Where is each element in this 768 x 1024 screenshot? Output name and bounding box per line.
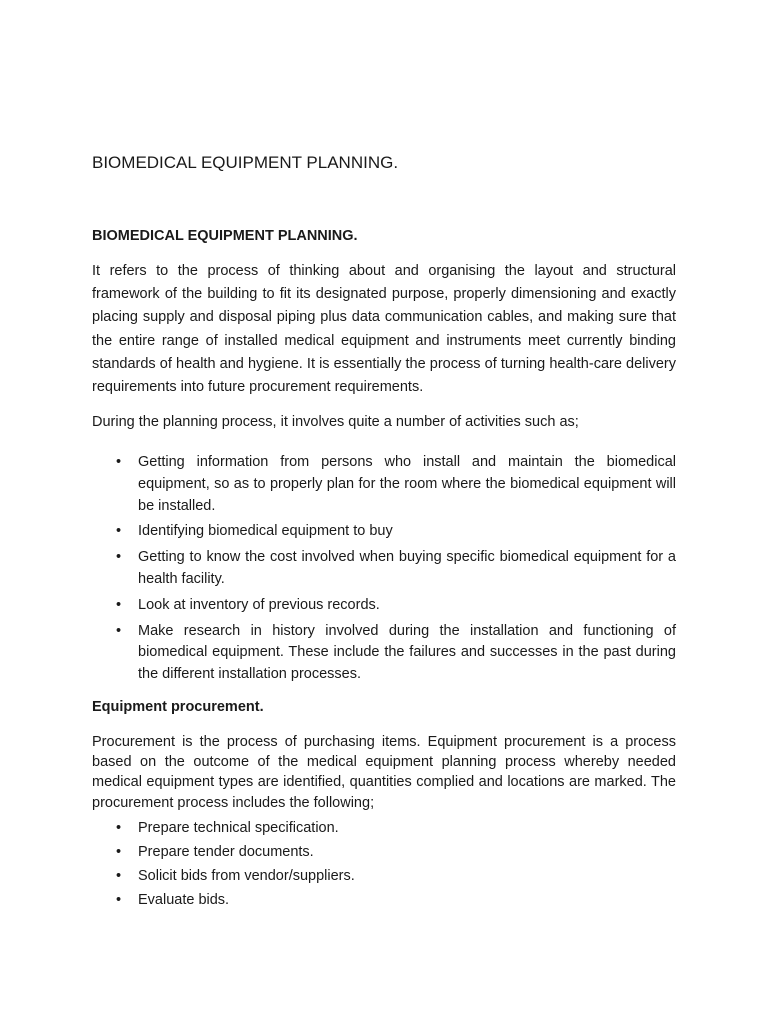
paragraph-planning-definition: It refers to the process of thinking about and organising the layout and structural framework of the building to fit its designated purpose, properly dimensioning and exactly placing supply and disposal piping plus data communication cables, and making sure that the entire range of installed medical equipment and instruments meet currently binding standards of health and hygiene. It is essentially the process of turning health-care delivery requirements into future procurement requirements. [92,263,676,396]
list-item [92,816,676,840]
section-heading-procurement: Equipment procurement. [92,699,264,715]
list-item [92,595,676,617]
list-item-text: Getting information from persons who install and maintain the biomedical equipment, so as to properly plan for the room where the biomedical equipment will be installed. [138,454,676,514]
list-item-text: Evaluate bids. [138,892,230,908]
list-item [92,840,676,864]
list-item [92,521,676,543]
bullet-icon: • [116,454,122,470]
list-item-text: Make research in history involved during the installation and functioning of biomedical equipment. These include the failures and successes in the past during the different installation processes. [138,622,676,683]
procurement-steps-list [92,816,676,912]
planning-activities-list [92,452,676,690]
list-item [92,864,676,888]
list-item-text: Look at inventory of previous records. [138,596,380,613]
list-item-text: Identifying biomedical equipment to buy [138,523,393,540]
section-heading-planning: BIOMEDICAL EQUIPMENT PLANNING. [92,228,358,244]
list-item-text: Prepare tender documents. [138,844,314,860]
bullet-icon: • [116,868,122,884]
list-item [92,452,676,517]
list-item [92,547,676,591]
list-item-text: Solicit bids from vendor/suppliers. [138,868,355,884]
bullet-icon: • [116,892,122,908]
bullet-icon: • [116,596,122,613]
bullet-icon: • [116,844,122,860]
bullet-icon: • [116,622,122,639]
bullet-icon: • [116,523,122,540]
list-item-text: Getting to know the cost involved when buying specific biomedical equipment for a health facility. [138,549,676,587]
bullet-icon: • [116,549,122,566]
paragraph-procurement-definition: Procurement is the process of purchasing items. Equipment procurement is a process based on the outcome of the medical equipment planning process whereby needed medical equipment types are identified, quantities complied and locations are marked. The procurement process includes the following; [92,734,676,811]
list-item-text: Prepare technical specification. [138,820,339,836]
list-item [92,621,676,686]
list-item [92,888,676,912]
bullet-icon: • [116,820,122,836]
paragraph-planning-activities-intro: During the planning process, it involves quite a number of activities such as; [92,414,579,430]
document-title: BIOMEDICAL EQUIPMENT PLANNING. [92,153,399,172]
